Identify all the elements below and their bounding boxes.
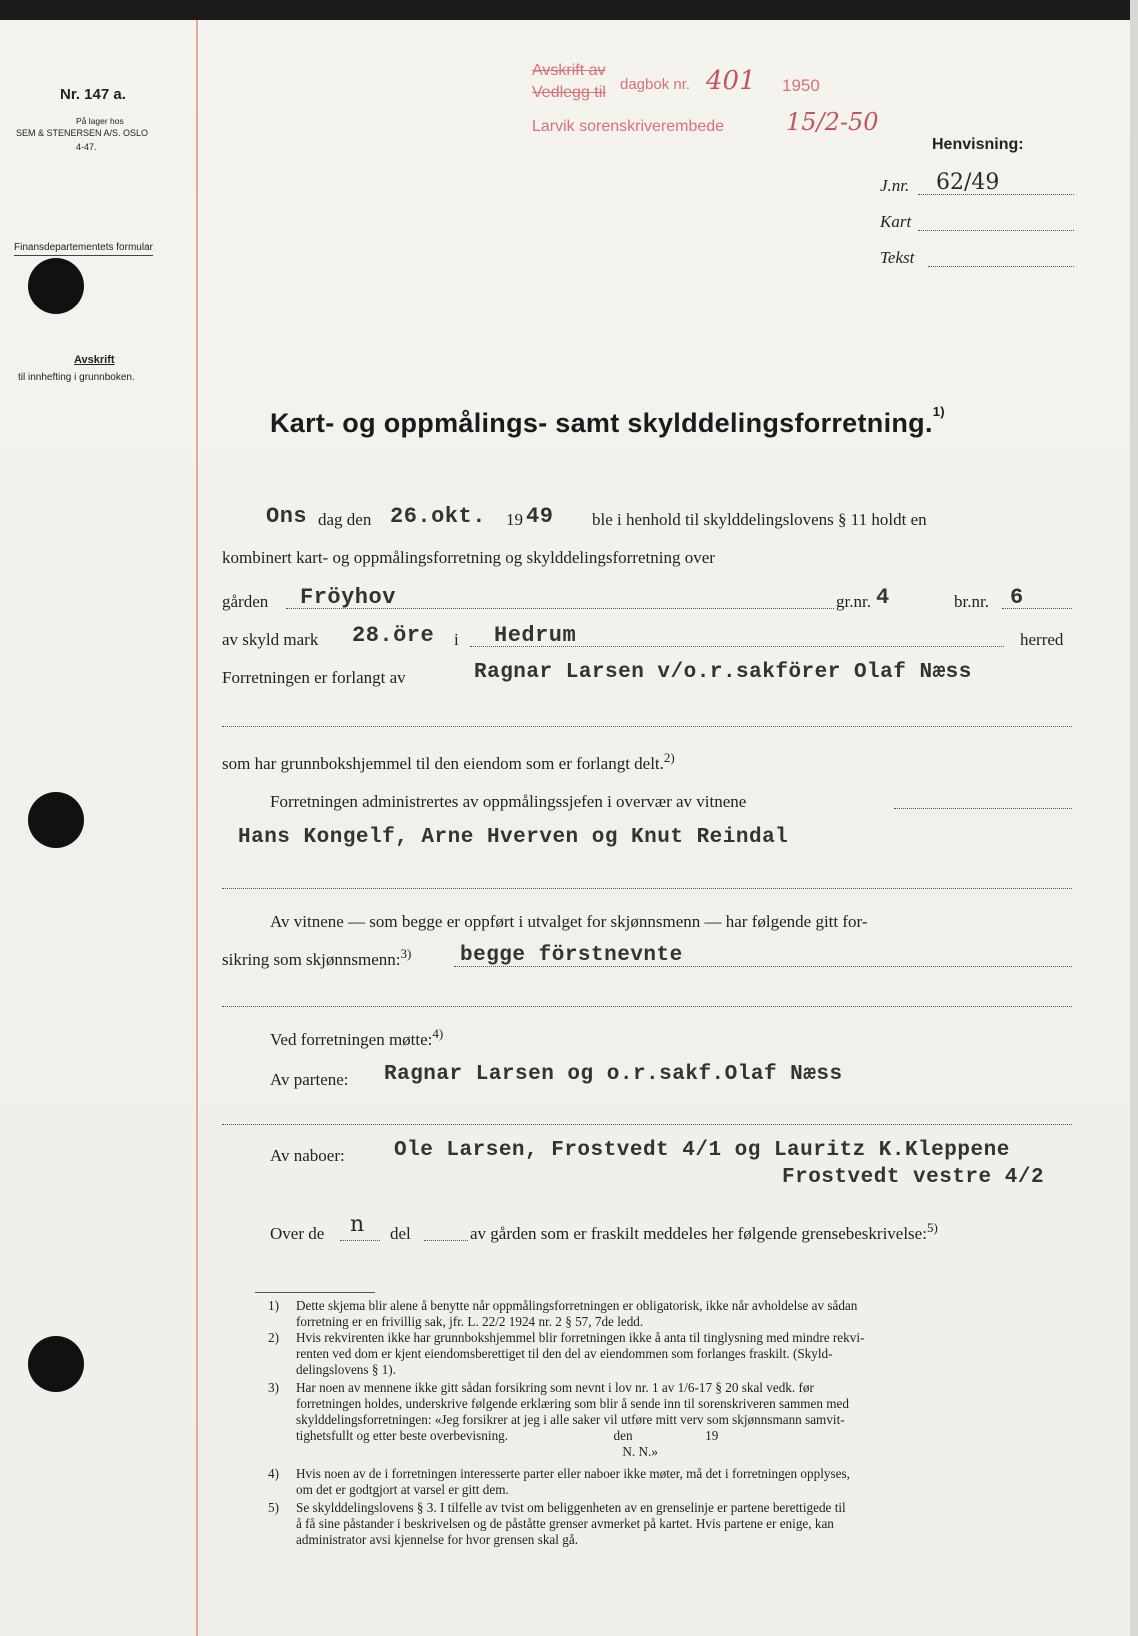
footnote-separator — [255, 1292, 375, 1293]
del-line — [424, 1240, 468, 1241]
document-title: Kart- og oppmålings- samt skylddelingsforretning.$^{1)}$ — [270, 404, 945, 438]
footnote-2-line2: renten ved dom er kjent eiendomsberettiget til den del av eiendommen som forlanges fraskilt. (Skyld- — [296, 1346, 833, 1361]
forlangt-label: Forretningen er forlangt av — [222, 668, 406, 687]
footnote-3-line1: Har noen av mennene ikke gitt sådan forsikring som nevnt i lov nr. 1 av 1/6-17 § 20 skal vedk. før — [296, 1380, 814, 1395]
footnote-1-mark: 1) — [268, 1298, 279, 1313]
footnote-3-line3: skylddelingsforretningen: «Jeg forsikrer at jeg i alle saker vil utføre mitt verv som skjønnsmann samvit- — [296, 1412, 845, 1427]
partene-label: Av partene: — [270, 1070, 349, 1089]
scan-top-edge — [0, 0, 1138, 20]
over-rest: av gården som er fraskilt meddeles her følgende grensebeskrivelse:$^{5)}$ — [470, 1220, 938, 1243]
stamp-vedlegg-til: Vedlegg til — [532, 84, 606, 101]
kart-label: Kart — [880, 212, 912, 231]
footnote-3-line2: forretningen holdes, underskrive følgende erklæring som blir å sende inn til sorenskriveren sammen med — [296, 1396, 849, 1411]
jnr-line — [918, 194, 1074, 195]
avskrift-subtitle: til innhefting i grunnboken. — [18, 372, 135, 383]
footnote-1-line1: Dette skjema blir alene å benytte når oppmålingsforretningen er obligatorisk, ikke når avholdelse av sådan — [296, 1298, 858, 1313]
footnote-3-line5: N. N.» — [296, 1444, 658, 1459]
over-line — [340, 1240, 380, 1241]
over-label: Over de — [270, 1224, 325, 1243]
vitner-line2-dots — [454, 966, 1072, 967]
admin-line: Forretningen administrertes av oppmålingssjefen i overvær av vitnene — [270, 792, 747, 811]
stamp-date: 15/2-50 — [786, 108, 879, 136]
edition: 4-47. — [76, 142, 97, 152]
day-value: Ons — [266, 504, 308, 529]
footnote-3-mark: 3) — [268, 1380, 279, 1395]
grunnbok-line: som har grunnbokshjemmel til den eiendom som er forlangt delt.$^{2)}$ — [222, 750, 675, 773]
jnr-value: 62/49 — [936, 170, 1000, 195]
jnr-label: J.nr. — [880, 176, 910, 195]
naboer-value2: Frostvedt vestre 4/2 — [782, 1166, 1045, 1189]
blank-line-2 — [222, 1124, 1072, 1125]
date-value: 26.okt. — [390, 504, 486, 529]
vitner-line2-label: sikring som skjønnsmenn:$^{3)}$ — [222, 946, 412, 969]
footnote-2-mark: 2) — [268, 1330, 279, 1345]
vitner-line2 — [222, 888, 1072, 889]
stamp-dagbok-label: dagbok nr. — [620, 76, 691, 93]
vitner-line1: Av vitnene — som begge er oppført i utvalget for skjønnsmenn — har følgende gitt for- — [270, 912, 868, 931]
punch-hole-top — [28, 258, 84, 314]
ministry-form: Finansdepartementets formular — [14, 242, 153, 256]
herred-value: Hedrum — [494, 623, 577, 648]
punch-hole-middle — [28, 792, 84, 848]
footnote-4-mark: 4) — [268, 1466, 279, 1481]
partene-value: Ragnar Larsen og o.r.sakf.Olaf Næss — [384, 1063, 843, 1086]
brnr-label: br.nr. — [954, 592, 989, 611]
garden-value: Fröyhov — [300, 585, 396, 610]
reference-heading: Henvisning: — [932, 136, 1024, 153]
blank-line-1 — [222, 1006, 1072, 1007]
brnr-line — [1002, 608, 1072, 609]
footnote-5-line2: å få sine påstander i beskrivelsen og de påståtte grenser avmerket på kartet. Hvis partene er enige, kan — [296, 1516, 834, 1531]
garden-line — [286, 608, 834, 609]
skyld-i: i — [454, 630, 459, 649]
form-number: Nr. 147 a. — [60, 86, 126, 103]
footnote-2-line1: Hvis rekvirenten ikke har grunnbokshjemmel blir forretningen ikke å anta til tinglysning med mindre rekvi- — [296, 1330, 865, 1345]
tekst-line — [928, 266, 1074, 267]
year-suffix: 49 — [526, 504, 554, 529]
year-prefix: 19 — [506, 510, 523, 529]
line1-rest: ble i henhold til skylddelingslovens § 11 holdt en — [592, 510, 927, 529]
stamp-year: 1950 — [782, 76, 820, 95]
vitner-value: Hans Kongelf, Arne Hverven og Knut Reindal — [238, 826, 789, 849]
tekst-label: Tekst — [880, 248, 915, 267]
stamp-office: Larvik sorenskriverembede — [532, 118, 725, 135]
stamp-dagbok-number: 401 — [706, 66, 756, 96]
naboer-label: Av naboer: — [270, 1146, 345, 1165]
over-value: n — [350, 1212, 365, 1237]
publisher-line1: På lager hos — [76, 116, 124, 126]
brnr-value: 6 — [1010, 585, 1024, 610]
herred-line — [470, 646, 1004, 647]
motte-label: Ved forretningen møtte:$^{4)}$ — [270, 1026, 444, 1049]
dag-den-label: dag den — [318, 510, 372, 529]
footnote-2-line3: delingslovens § 1). — [296, 1362, 396, 1377]
skyld-value: 28.öre — [352, 623, 435, 648]
grnr-value: 4 — [876, 585, 890, 610]
punch-hole-bottom — [28, 1336, 84, 1392]
vitner-line2-value: begge förstnevnte — [460, 944, 683, 967]
kart-line — [918, 230, 1074, 231]
footnote-4-line1: Hvis noen av de i forretningen interesserte parter eller naboer ikke møter, må det i forretningen opplyses, — [296, 1466, 850, 1481]
footnote-5-mark: 5) — [268, 1500, 279, 1515]
herred-label: herred — [1020, 630, 1064, 649]
scan-right-edge — [1130, 0, 1138, 1636]
garden-label: gården — [222, 592, 269, 611]
forlangt-value: Ragnar Larsen v/o.r.sakförer Olaf Næss — [474, 661, 972, 684]
avskrift-label: Avskrift — [74, 354, 115, 366]
publisher-line2: SEM & STENERSEN A/S. OSLO — [16, 128, 149, 138]
footnote-5-line3: administrator avsi kjennelse for hvor grensen skal gå. — [296, 1532, 578, 1547]
naboer-value1: Ole Larsen, Frostvedt 4/1 og Lauritz K.Kleppene — [394, 1139, 1010, 1162]
footnote-5-line1: Se skylddelingslovens § 3. I tilfelle av tvist om beliggenheten av en grenselinje er partene berettigede til — [296, 1500, 846, 1515]
skyld-label: av skyld mark — [222, 630, 319, 649]
admin-line-dots — [894, 808, 1072, 809]
del-label: del — [390, 1224, 411, 1243]
grnr-label: gr.nr. — [836, 592, 871, 611]
forlangt-line2 — [222, 726, 1072, 727]
footnote-1-line2: forretning er en frivillig sak, jfr. L. 22/2 1924 nr. 2 § 57, 7de ledd. — [296, 1314, 644, 1329]
margin-rule — [196, 20, 198, 1636]
stamp-avskrift-av: Avskrift av — [532, 62, 606, 79]
footnote-4-line2: om det er godtgjort at varsel er gitt dem. — [296, 1482, 509, 1497]
line2: kombinert kart- og oppmålingsforretning og skylddelingsforretning over — [222, 548, 715, 567]
footnote-3-line4: tighetsfullt og etter beste overbevisning. den 19 — [296, 1428, 719, 1443]
